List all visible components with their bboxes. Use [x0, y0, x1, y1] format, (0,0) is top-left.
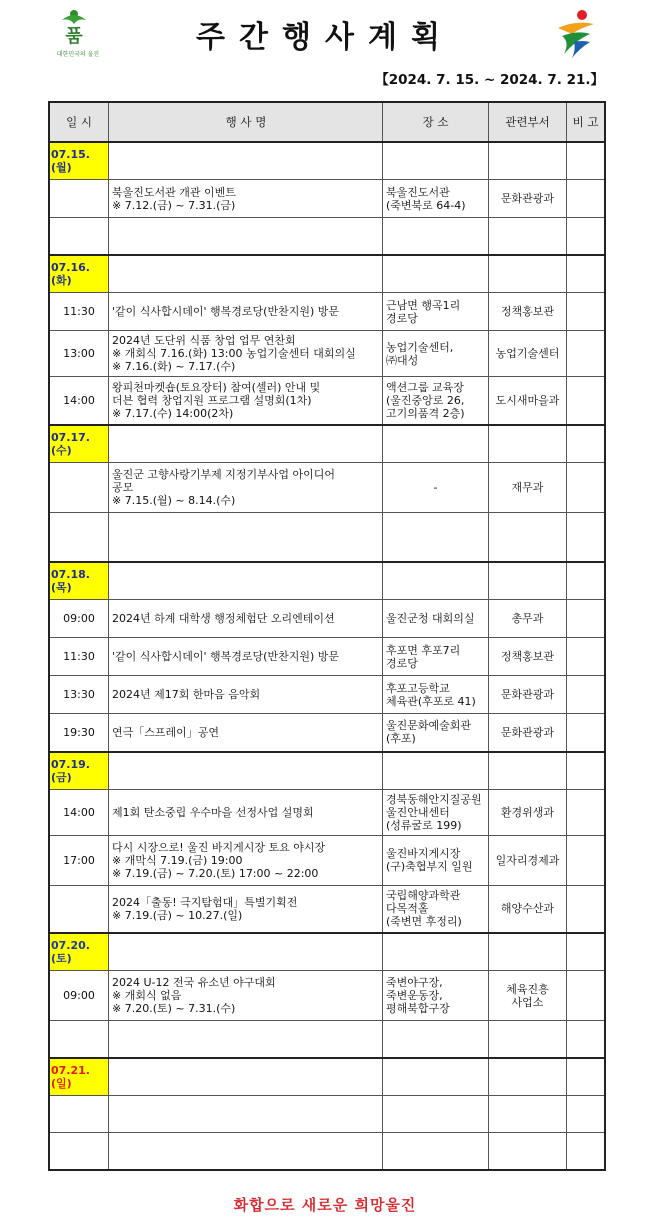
event-department: 정책홍보관: [489, 293, 567, 331]
event-time: 09:00: [49, 971, 109, 1021]
event-place: 북울진도서관 (죽변북로 64-4): [383, 180, 489, 218]
svg-text:대한민국의 울진: 대한민국의 울진: [56, 51, 100, 58]
event-time: 13:30: [49, 676, 109, 714]
header-place: 장 소: [383, 102, 489, 142]
event-place: 후포고등학교 체육관(후포로 41): [383, 676, 489, 714]
event-name: '같이 식사합시데이' 행복경로당(반찬지원) 방문: [109, 293, 383, 331]
event-place: 울진바지게시장 (구)축협부지 일원: [383, 835, 489, 885]
event-name: 2024년 도단위 식품 창업 업무 연찬회 ※ 개회식 7.16.(화) 13:00 농업기술센터 대회의실 ※ 7.16.(화) ~ 7.17.(수): [109, 331, 383, 377]
event-name: 2024년 제17회 한마음 음악회: [109, 676, 383, 714]
event-place: 경북동해안지질공원 울진안내센터 (성류굴로 199): [383, 789, 489, 835]
event-time: 14:00: [49, 377, 109, 425]
event-place: 근남면 행곡1리 경로당: [383, 293, 489, 331]
event-name: 2024「출동! 극지탐험대」특별기획전 ※ 7.19.(금) ~ 10.27.(일): [109, 885, 383, 933]
event-name: 연극「스프레이」공연: [109, 714, 383, 752]
table-row: [49, 714, 605, 752]
date-label: 07.20.(토): [49, 933, 109, 971]
empty-row: [49, 1021, 605, 1059]
event-name: 북울진도서관 개관 이벤트 ※ 7.12.(금) ~ 7.31.(금): [109, 180, 383, 218]
event-department: 재무과: [489, 462, 567, 512]
empty-row: [49, 1096, 605, 1133]
event-name: 다시 시장으로! 울진 바지게시장 토요 야시장 ※ 개막식 7.19.(금) 19:00 ※ 7.19.(금) ~ 7.20.(토) 17:00 ~ 22:00: [109, 835, 383, 885]
date-row: [49, 425, 605, 463]
event-department: 문화관광과: [489, 676, 567, 714]
table-row: [49, 638, 605, 676]
table-header-row: [49, 102, 605, 142]
date-label: 07.17.(수): [49, 425, 109, 463]
table-row: [49, 885, 605, 933]
table-row: [49, 676, 605, 714]
event-department: 농업기술센터: [489, 331, 567, 377]
date-row: [49, 255, 605, 293]
header-event: 행 사 명: [109, 102, 383, 142]
date-label: 07.19.(금): [49, 752, 109, 790]
date-label: 07.16.(화): [49, 255, 109, 293]
event-place: 울진문화예술회관 (후포): [383, 714, 489, 752]
empty-row: [49, 512, 605, 562]
event-department: 문화관광과: [489, 714, 567, 752]
event-name: '같이 식사합시데이' 행복경로당(반찬지원) 방문: [109, 638, 383, 676]
table-row: [49, 180, 605, 218]
event-department: 문화관광과: [489, 180, 567, 218]
event-place: 액션그룹 교육장 (울진중앙로 26, 고기의품격 2층): [383, 377, 489, 425]
date-label: 07.18.(목): [49, 562, 109, 600]
event-name: 제1회 탄소중립 우수마을 선정사업 설명회: [109, 789, 383, 835]
table-row: [49, 293, 605, 331]
event-place: 농업기술센터, ㈜대성: [383, 331, 489, 377]
county-logo-right: [552, 6, 600, 60]
event-time: 11:30: [49, 293, 109, 331]
table-row: [49, 789, 605, 835]
date-label: 07.15.(월): [49, 142, 109, 180]
event-place: 후포면 후포7리 경로당: [383, 638, 489, 676]
table-row: [49, 600, 605, 638]
date-row: [49, 562, 605, 600]
table-row: [49, 971, 605, 1021]
date-row: [49, 1058, 605, 1096]
event-time: 17:00: [49, 835, 109, 885]
schedule-period: 【2024. 7. 15. ~ 2024. 7. 21.】: [375, 72, 604, 88]
header-datetime: 일 시: [49, 102, 109, 142]
event-department: 총무과: [489, 600, 567, 638]
event-time: 13:00: [49, 331, 109, 377]
event-department: 환경위생과: [489, 789, 567, 835]
event-place: 국립해양과학관 다목적홀 (죽변면 후정리): [383, 885, 489, 933]
event-time: 19:30: [49, 714, 109, 752]
weekly-schedule-table: [48, 101, 606, 1171]
svg-text:품: 품: [65, 26, 83, 47]
event-name: 2024 U-12 전국 유소년 야구대회 ※ 개회식 없음 ※ 7.20.(토) ~ 7.31.(수): [109, 971, 383, 1021]
empty-row: [49, 1133, 605, 1171]
event-time: 09:00: [49, 600, 109, 638]
page-title: 주간행사계획: [196, 20, 454, 55]
event-name: 2024년 하계 대학생 행정체험단 오리엔테이션: [109, 600, 383, 638]
date-row: [49, 142, 605, 180]
header-note: 비 고: [567, 102, 606, 142]
date-row: [49, 752, 605, 790]
event-time: 11:30: [49, 638, 109, 676]
event-name: 왕피천마켓숍(토요장터) 참여(셀러) 안내 및 더븐 협력 창업지원 프로그램 설명회(1차) ※ 7.17.(수) 14:00(2차): [109, 377, 383, 425]
header-department: 관련부서: [489, 102, 567, 142]
event-place: -: [383, 462, 489, 512]
event-time: 14:00: [49, 789, 109, 835]
event-department: 해양수산과: [489, 885, 567, 933]
event-department: 체육진흥 사업소: [489, 971, 567, 1021]
event-place: 죽변야구장, 죽변운동장, 평해북합구장: [383, 971, 489, 1021]
event-department: 정책홍보관: [489, 638, 567, 676]
event-name: 울진군 고향사랑기부제 지정기부사업 아이디어 공모 ※ 7.15.(월) ~ 8.14.(수): [109, 462, 383, 512]
table-row: [49, 331, 605, 377]
table-row: [49, 462, 605, 512]
table-row: [49, 377, 605, 425]
event-place: 울진군청 대회의실: [383, 600, 489, 638]
event-department: 도시새마을과: [489, 377, 567, 425]
table-row: [49, 835, 605, 885]
date-label: 07.21.(일): [49, 1058, 109, 1096]
footer-slogan: 화합으로 새로운 희망울진: [233, 1196, 417, 1214]
empty-row: [49, 218, 605, 256]
date-row: [49, 933, 605, 971]
event-department: 일자리경제과: [489, 835, 567, 885]
